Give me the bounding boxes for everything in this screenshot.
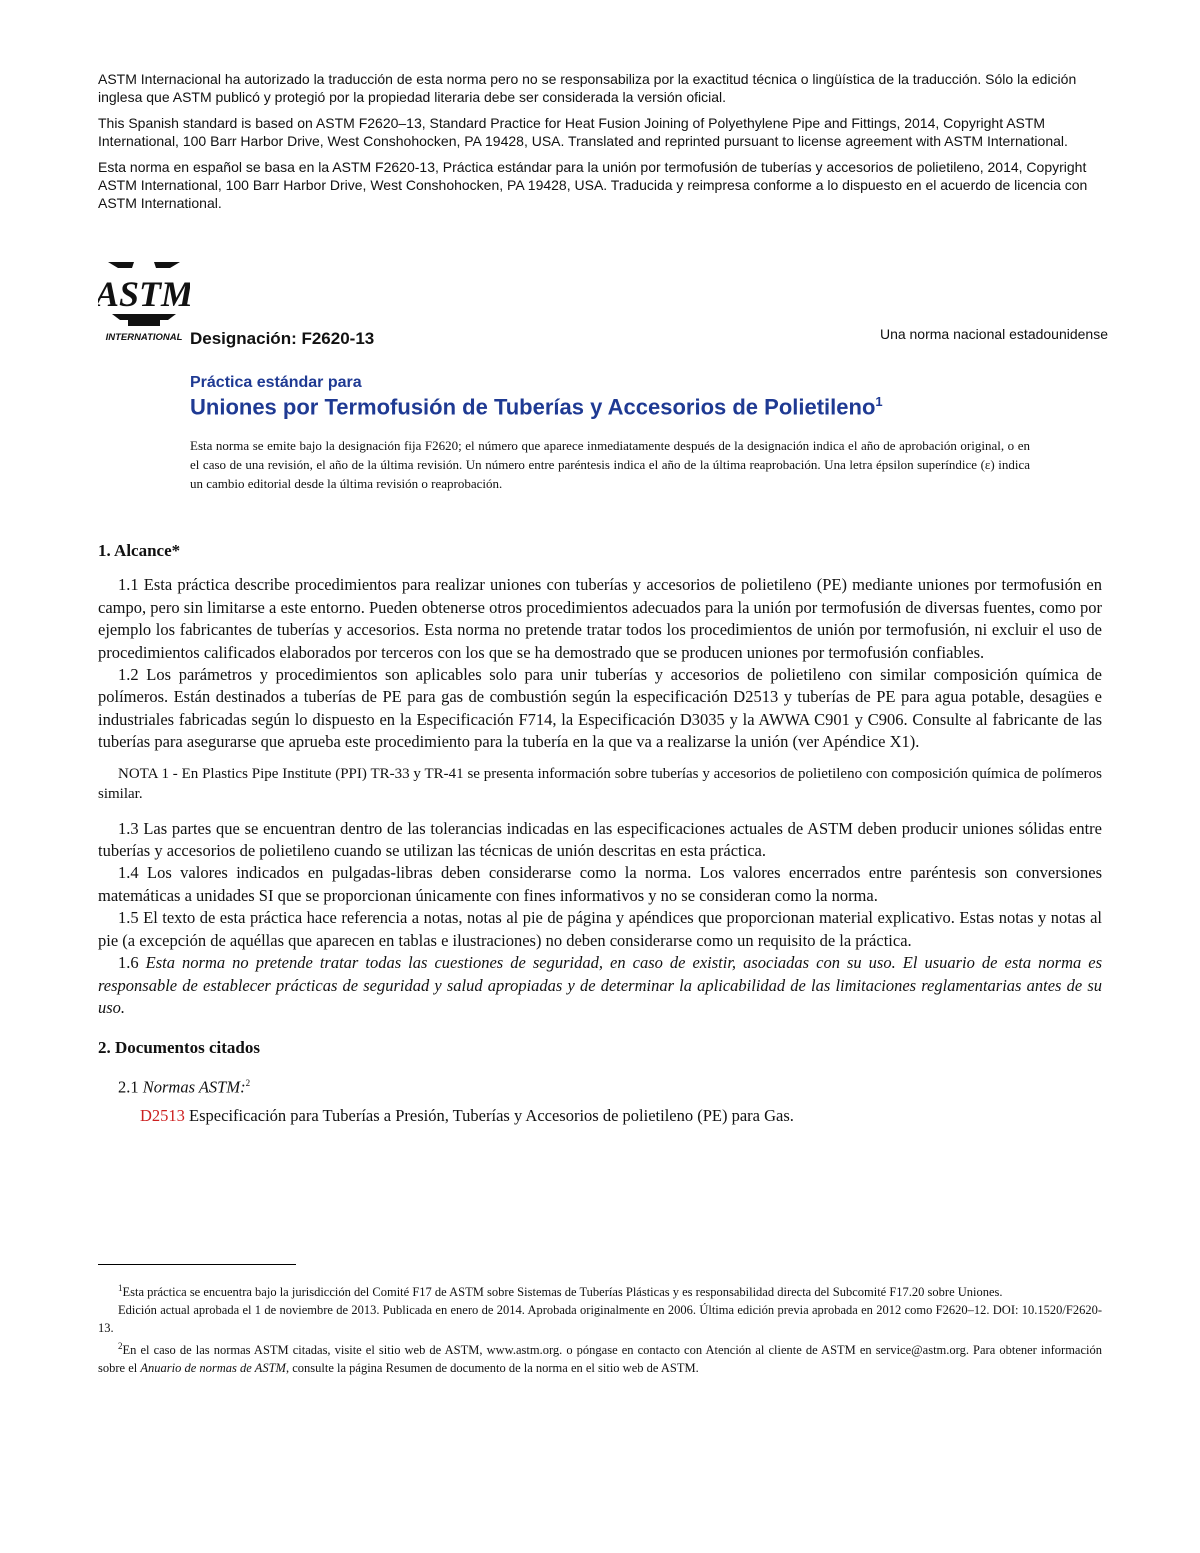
referenced-standard-title: Especificación para Tuberías a Presión, Tuberías y Accesorios de polietileno (PE) para Gas. <box>184 1105 794 1125</box>
note-1: NOTA 1 - En Plastics Pipe Institute (PPI) TR-33 y TR-41 se presenta información sobre tuberías y accesorios de polietileno con composición química de polímeros similar. <box>98 765 1102 802</box>
subsection-2-1 <box>118 1072 1102 1099</box>
safety-statement: Esta norma no pretende tratar todas las cuestiones de seguridad, en caso de existir, asociadas con su uso. El usuario de esta norma es responsable de establecer prácticas de seguridad y salud apropiadas y de determinar la aplicabilidad de las limitaciones reglamentarias antes de su uso. <box>98 953 1103 1017</box>
paragraph-1-6 <box>98 952 1102 1019</box>
referenced-standard <box>140 1105 1102 1127</box>
logo-mark-text: ASTM <box>98 274 190 314</box>
subsection-footnote-mark: 2 <box>245 1077 251 1088</box>
logo-subtext: INTERNATIONAL <box>105 332 183 343</box>
issue-note: Esta norma se emite bajo la designación fija F2620; el número que aparece inmediatamente después de la designación indica el año de aprobación original, o en el caso de una revisión, el año de la última revisión. Un número entre paréntesis indica el año de la última reaprobación. Una letra épsilon superíndice (ε) indica un cambio editorial desde la última revisión o reaprobación. <box>190 438 1030 491</box>
paragraph-1-3: 1.3 Las partes que se encuentran dentro de las tolerancias indicadas en las especificaciones actuales de ASTM deben producir uniones sólidas entre tuberías y accesorios de polietileno cuando se utilizan las técnicas de unión descritas en esta práctica. <box>98 818 1102 861</box>
section-2 <box>98 1037 1102 1127</box>
standard-type: Práctica estándar para <box>190 374 362 391</box>
translation-disclaimer: ASTM Internacional ha autorizado la traducción de esta norma pero no se responsabiliza por la exactitud técnica o lingüística de la traducción. Sólo la edición inglesa que ASTM publicó y protegió por la propiedad literaria debe ser considerada la versión oficial. <box>98 71 1077 105</box>
section-2-heading: 2. Documentos citados <box>98 1038 260 1058</box>
footnote-divider <box>98 1264 296 1265</box>
footnote-1-text: Esta práctica se encuentra bajo la jurisdicción del Comité F17 de ASTM sobre Sistemas de Tuberías Plásticas y es responsabilidad directa del Subcomité F17.20 sobre Uniones. <box>122 1285 1003 1300</box>
paragraph-1-6-number: 1.6 <box>118 953 146 973</box>
footnote-2-mark: 2 <box>118 1341 123 1352</box>
footnote-1 <box>98 1279 1102 1301</box>
designation: Designación: F2620-13 <box>190 329 375 348</box>
subsection-2-1-label: Normas ASTM: <box>142 1077 246 1097</box>
paragraph-1-2: 1.2 Los parámetros y procedimientos son aplicables solo para unir tuberías y accesorios de polietileno con similar composición química de polímeros. Están destinados a tuberías de PE para gas de combustión según la especificación D2513 y tuberías de PE para agua potable, desagües e industriales fabricadas según lo dispuesto en la Especificación F714, la Especificación D3035 y la AWWA C901 y C906. Consulte al fabricante de las tuberías para asegurarse que aprueba este procedimiento para la tubería en la que va a realizarse la unión (ver Apéndice X1). <box>98 665 1102 752</box>
spanish-basis-note: Esta norma en español se basa en la ASTM F2620-13, Práctica estándar para la unión por termofusión de tuberías y accesorios de polietileno, 2014, Copyright ASTM International, 100 Barr Harbor Drive, West Conshohocken, PA 19428, USA. Traducida y reimpresa conforme a lo dispuesto en el acuerdo de licencia con ASTM International. <box>98 159 1088 211</box>
subsection-2-1-number: 2.1 <box>118 1077 143 1097</box>
astm-international-logo <box>98 254 190 344</box>
translation-header <box>98 70 1108 220</box>
paragraph-1-4: 1.4 Los valores indicados en pulgadas-libras deben considerarse como la norma. Los valores encerrados entre paréntesis son conversiones matemáticas a unidades SI que se proporcionan únicamente con fines informativos y no se consideran como la norma. <box>98 863 1102 905</box>
english-basis-note: This Spanish standard is based on ASTM F2620–13, Standard Practice for Heat Fusion Joining of Polyethylene Pipe and Fittings, 2014, Copyright ASTM International, 100 Barr Harbor Drive, West Conshohocken, PA 19428, USA. Translated and reprinted pursuant to license agreement with ASTM International. <box>98 115 1068 149</box>
footnote-1-edition: Edición actual aprobada el 1 de noviembre de 2013. Publicada en enero de 2014. Aprobada originalmente en 2006. Última edición previa aprobada en 2012 como F2620–12. DOI: 10.1520/F2620-13. <box>98 1303 1102 1336</box>
footnotes <box>98 1279 1102 1377</box>
section-1-heading: 1. Alcance* <box>98 541 181 560</box>
national-standard-label: Una norma nacional estadounidense <box>879 326 1108 342</box>
annual-book-title: Anuario de normas de ASTM <box>140 1361 286 1376</box>
paragraph-1-5: 1.5 El texto de esta práctica hace referencia a notas, notas al pie de página y apéndices que proporcionan material explicativo. Estas notas y notas al pie (a excepción de aquéllas que aparecen en tablas e ilustraciones) no deben considerarse como un requisito de la práctica. <box>98 908 1102 950</box>
footnote-2-text: En el caso de las normas ASTM citadas, visite el sitio web de ASTM, www.astm.org. o póngase en contacto con Atención al cliente de ASTM en service@astm.org. Para obtener información sobre el <box>98 1343 1102 1376</box>
document-body <box>98 540 1102 1127</box>
standard-title <box>190 394 883 420</box>
title-footnote-mark: 1 <box>875 394 883 409</box>
standard-code-link[interactable]: D2513 <box>140 1105 185 1125</box>
standard-title-text: Uniones por Termofusión de Tuberías y Accesorios de Polietileno <box>190 394 876 420</box>
footnote-2 <box>98 1337 1102 1377</box>
footnote-2-tail: , consulte la página Resumen de documento de la norma en el sitio web de ASTM. <box>285 1361 699 1376</box>
paragraph-1-1: 1.1 Esta práctica describe procedimientos para realizar uniones con tuberías y accesorios de polietileno (PE) mediante uniones por termofusión en campo, pero sin limitarse a este entorno. Pueden obtenerse otros procedimientos adecuados para la unión por termofusión de diversas fuentes, como por ejemplo los fabricantes de tuberías y accesorios. Esta norma no pretende tratar todos los procedimientos de unión por termofusión, ni excluir el uso de procedimientos calificados elaborados por terceros con los que se ha demostrado que se producen uniones por termofusión confiables. <box>98 575 1102 662</box>
footnote-1-mark: 1 <box>118 1283 123 1293</box>
